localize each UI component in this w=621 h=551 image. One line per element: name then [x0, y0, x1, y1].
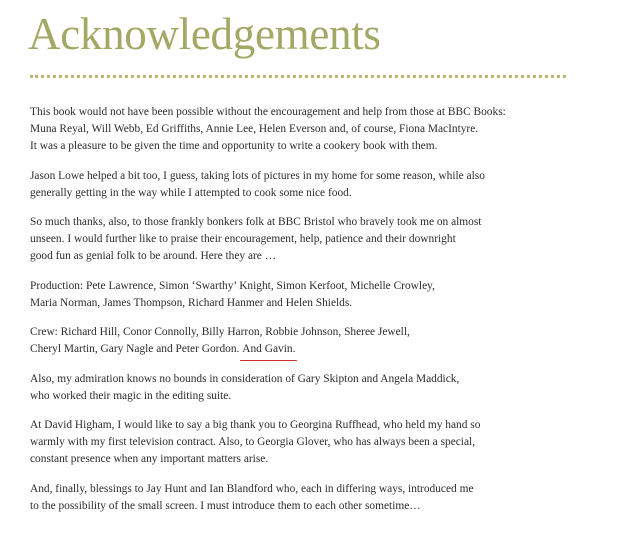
text-line: generally getting in the way while I attempted to cook some nice food. [30, 186, 352, 199]
text-line: Jason Lowe helped a bit too, I guess, taking lots of pictures in my home for some reason, while also [30, 169, 485, 182]
paragraph-david-higham [30, 417, 590, 468]
text-line: who worked their magic in the editing suite. [30, 389, 232, 402]
dotted-divider [30, 75, 566, 78]
text-segment: Cheryl Martin, Gary Nagle and Peter Gordon. [30, 343, 240, 355]
text-line: good fun as genial folk to be around. Here they are … [30, 250, 277, 262]
paragraph-production [30, 278, 590, 312]
text-line: It was a pleasure to be given the time and opportunity to write a cookery book with them. [30, 140, 438, 152]
text-line: At David Higham, I would like to say a big thank you to Georgina Ruffhead, who held my hand so [30, 419, 481, 431]
text-line: to the possibility of the small screen. I must introduce them to each other sometime… [30, 499, 421, 512]
paragraph-jason-lowe [30, 168, 590, 202]
acknowledgements-body [30, 104, 590, 527]
paragraph-editing-suite [30, 371, 590, 405]
paragraph-final-blessings [30, 481, 590, 515]
text-line: So much thanks, also, to those frankly bonkers folk at BBC Bristol who bravely took me on almost [30, 216, 482, 228]
page-title: Acknowledgements [28, 9, 381, 59]
red-underline-annotation: And Gavin. [242, 341, 295, 358]
text-line: Crew: Richard Hill, Conor Connolly, Billy Harron, Robbie Johnson, Sheree Jewell, [30, 326, 410, 338]
paragraph-bbc-books [30, 104, 590, 155]
text-line: And, finally, blessings to Jay Hunt and Ian Blandford who, each in differing ways, introduced me [30, 482, 474, 495]
text-line: This book would not have been possible without the encouragement and help from those at BBC Books: [30, 106, 506, 118]
text-line: warmly with my first television contract. Also, to Georgia Glover, who has always been a special, [30, 436, 476, 448]
text-line: Also, my admiration knows no bounds in consideration of Gary Skipton and Angela Maddick, [30, 372, 460, 385]
text-line: Production: Pete Lawrence, Simon ‘Swarthy’ Knight, Simon Kerfoot, Michelle Crowley, [30, 279, 435, 292]
text-line: constant presence when any important matters arise. [30, 453, 269, 465]
paragraph-bbc-bristol [30, 214, 590, 265]
text-line [30, 341, 590, 358]
text-line: Maria Norman, James Thompson, Richard Hanmer and Helen Shields. [30, 296, 353, 309]
paragraph-crew [30, 324, 590, 358]
text-line: unseen. I would further like to praise their encouragement, help, patience and their downright [30, 233, 456, 245]
text-line: Muna Reyal, Will Webb, Ed Griffiths, Annie Lee, Helen Everson and, of course, Fiona MacIntyre. [30, 123, 479, 135]
